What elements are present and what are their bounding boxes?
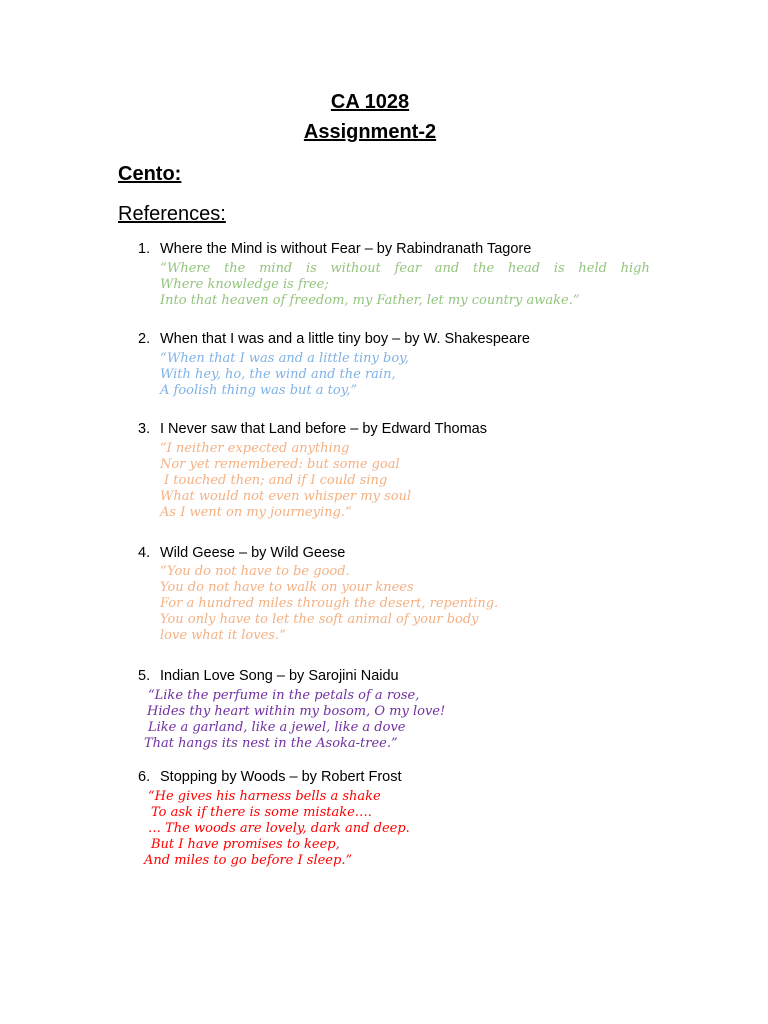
quote-line: Into that heaven of freedom, my Father, let my country awake.” <box>160 293 580 308</box>
quote-word: the <box>472 261 495 276</box>
quote-line: A foolish thing was but a toy,” <box>160 383 358 398</box>
reference-4-quote <box>160 564 498 643</box>
reference-5-quote <box>144 688 445 751</box>
reference-5-heading <box>138 668 399 684</box>
reference-1-quote <box>160 261 650 308</box>
reference-title: Where the Mind is without Fear – by Rabindranath Tagore <box>160 241 532 257</box>
quote-line: “Like the perfume in the petals of a rose, <box>148 688 420 703</box>
quote-line: I touched then; and if I could sing <box>164 473 388 488</box>
reference-4-heading <box>138 545 345 561</box>
quote-line: “When that I was and a little tiny boy, <box>160 351 409 366</box>
reference-title: Indian Love Song – by Sarojini Naidu <box>160 668 399 684</box>
quote-line: But I have promises to keep, <box>151 837 340 852</box>
quote-line: As I went on my journeying.” <box>160 505 352 520</box>
quote-word: head <box>507 261 541 276</box>
reference-2-heading <box>138 331 530 347</box>
reference-title: Stopping by Woods – by Robert Frost <box>160 769 402 785</box>
reference-number: 2. <box>138 331 151 347</box>
document-title-line-1: CA 1028 <box>330 91 410 113</box>
reference-2-quote <box>160 351 409 398</box>
quote-line: To ask if there is some mistake…. <box>151 805 372 820</box>
reference-number: 1. <box>138 241 151 257</box>
quote-word: and <box>434 261 460 276</box>
reference-title: I Never saw that Land before – by Edward Thomas <box>160 421 487 437</box>
quote-line: “You do not have to be good. <box>160 564 350 579</box>
quote-word: is <box>305 261 317 276</box>
quote-word: high <box>620 261 650 276</box>
quote-line: You do not have to walk on your knees <box>160 580 414 595</box>
reference-number: 3. <box>138 421 151 437</box>
quote-word: without <box>330 261 381 276</box>
reference-3-quote <box>160 441 411 520</box>
reference-title: Wild Geese – by Wild Geese <box>160 545 346 561</box>
references-heading: References: <box>118 203 226 225</box>
quote-line: For a hundred miles through the desert, repenting. <box>160 596 499 611</box>
quote-line: And miles to go before I sleep.” <box>144 853 353 868</box>
quote-line: “He gives his harness bells a shake <box>148 789 381 804</box>
quote-line: That hangs its nest in the Asoka-tree.” <box>144 736 398 751</box>
quote-line-justified <box>160 261 650 276</box>
reference-3-heading <box>138 421 487 437</box>
quote-word: “Where <box>160 261 211 276</box>
quote-line: “I neither expected anything <box>160 441 350 456</box>
quote-line: What would not even whisper my soul <box>160 489 412 504</box>
quote-line: Nor yet remembered: but some goal <box>160 457 400 472</box>
reference-number: 6. <box>138 769 151 785</box>
reference-1-heading <box>138 241 531 257</box>
reference-number: 4. <box>138 545 151 561</box>
quote-line: Where knowledge is free; <box>160 277 329 292</box>
quote-word: fear <box>394 261 422 276</box>
reference-title: When that I was and a little tiny boy – by W. Shakespeare <box>160 331 530 347</box>
reference-6-heading <box>138 769 402 785</box>
quote-line: … The woods are lovely, dark and deep. <box>148 821 410 836</box>
document-title-line-2: Assignment-2 <box>303 121 437 143</box>
quote-word: is <box>553 261 565 276</box>
quote-word: held <box>578 261 607 276</box>
quote-line: With hey, ho, the wind and the rain, <box>160 367 396 382</box>
quote-word: the <box>224 261 246 276</box>
quote-line: Like a garland, like a jewel, like a dove <box>148 720 406 735</box>
quote-word: mind <box>259 261 293 276</box>
quote-line: love what it loves.” <box>160 628 286 643</box>
quote-line: Hides thy heart within my bosom, O my love! <box>147 704 446 719</box>
quote-line: You only have to let the soft animal of your body <box>160 612 479 627</box>
reference-number: 5. <box>138 668 151 684</box>
reference-6-quote <box>144 789 410 868</box>
section-title: Cento: <box>118 163 182 185</box>
